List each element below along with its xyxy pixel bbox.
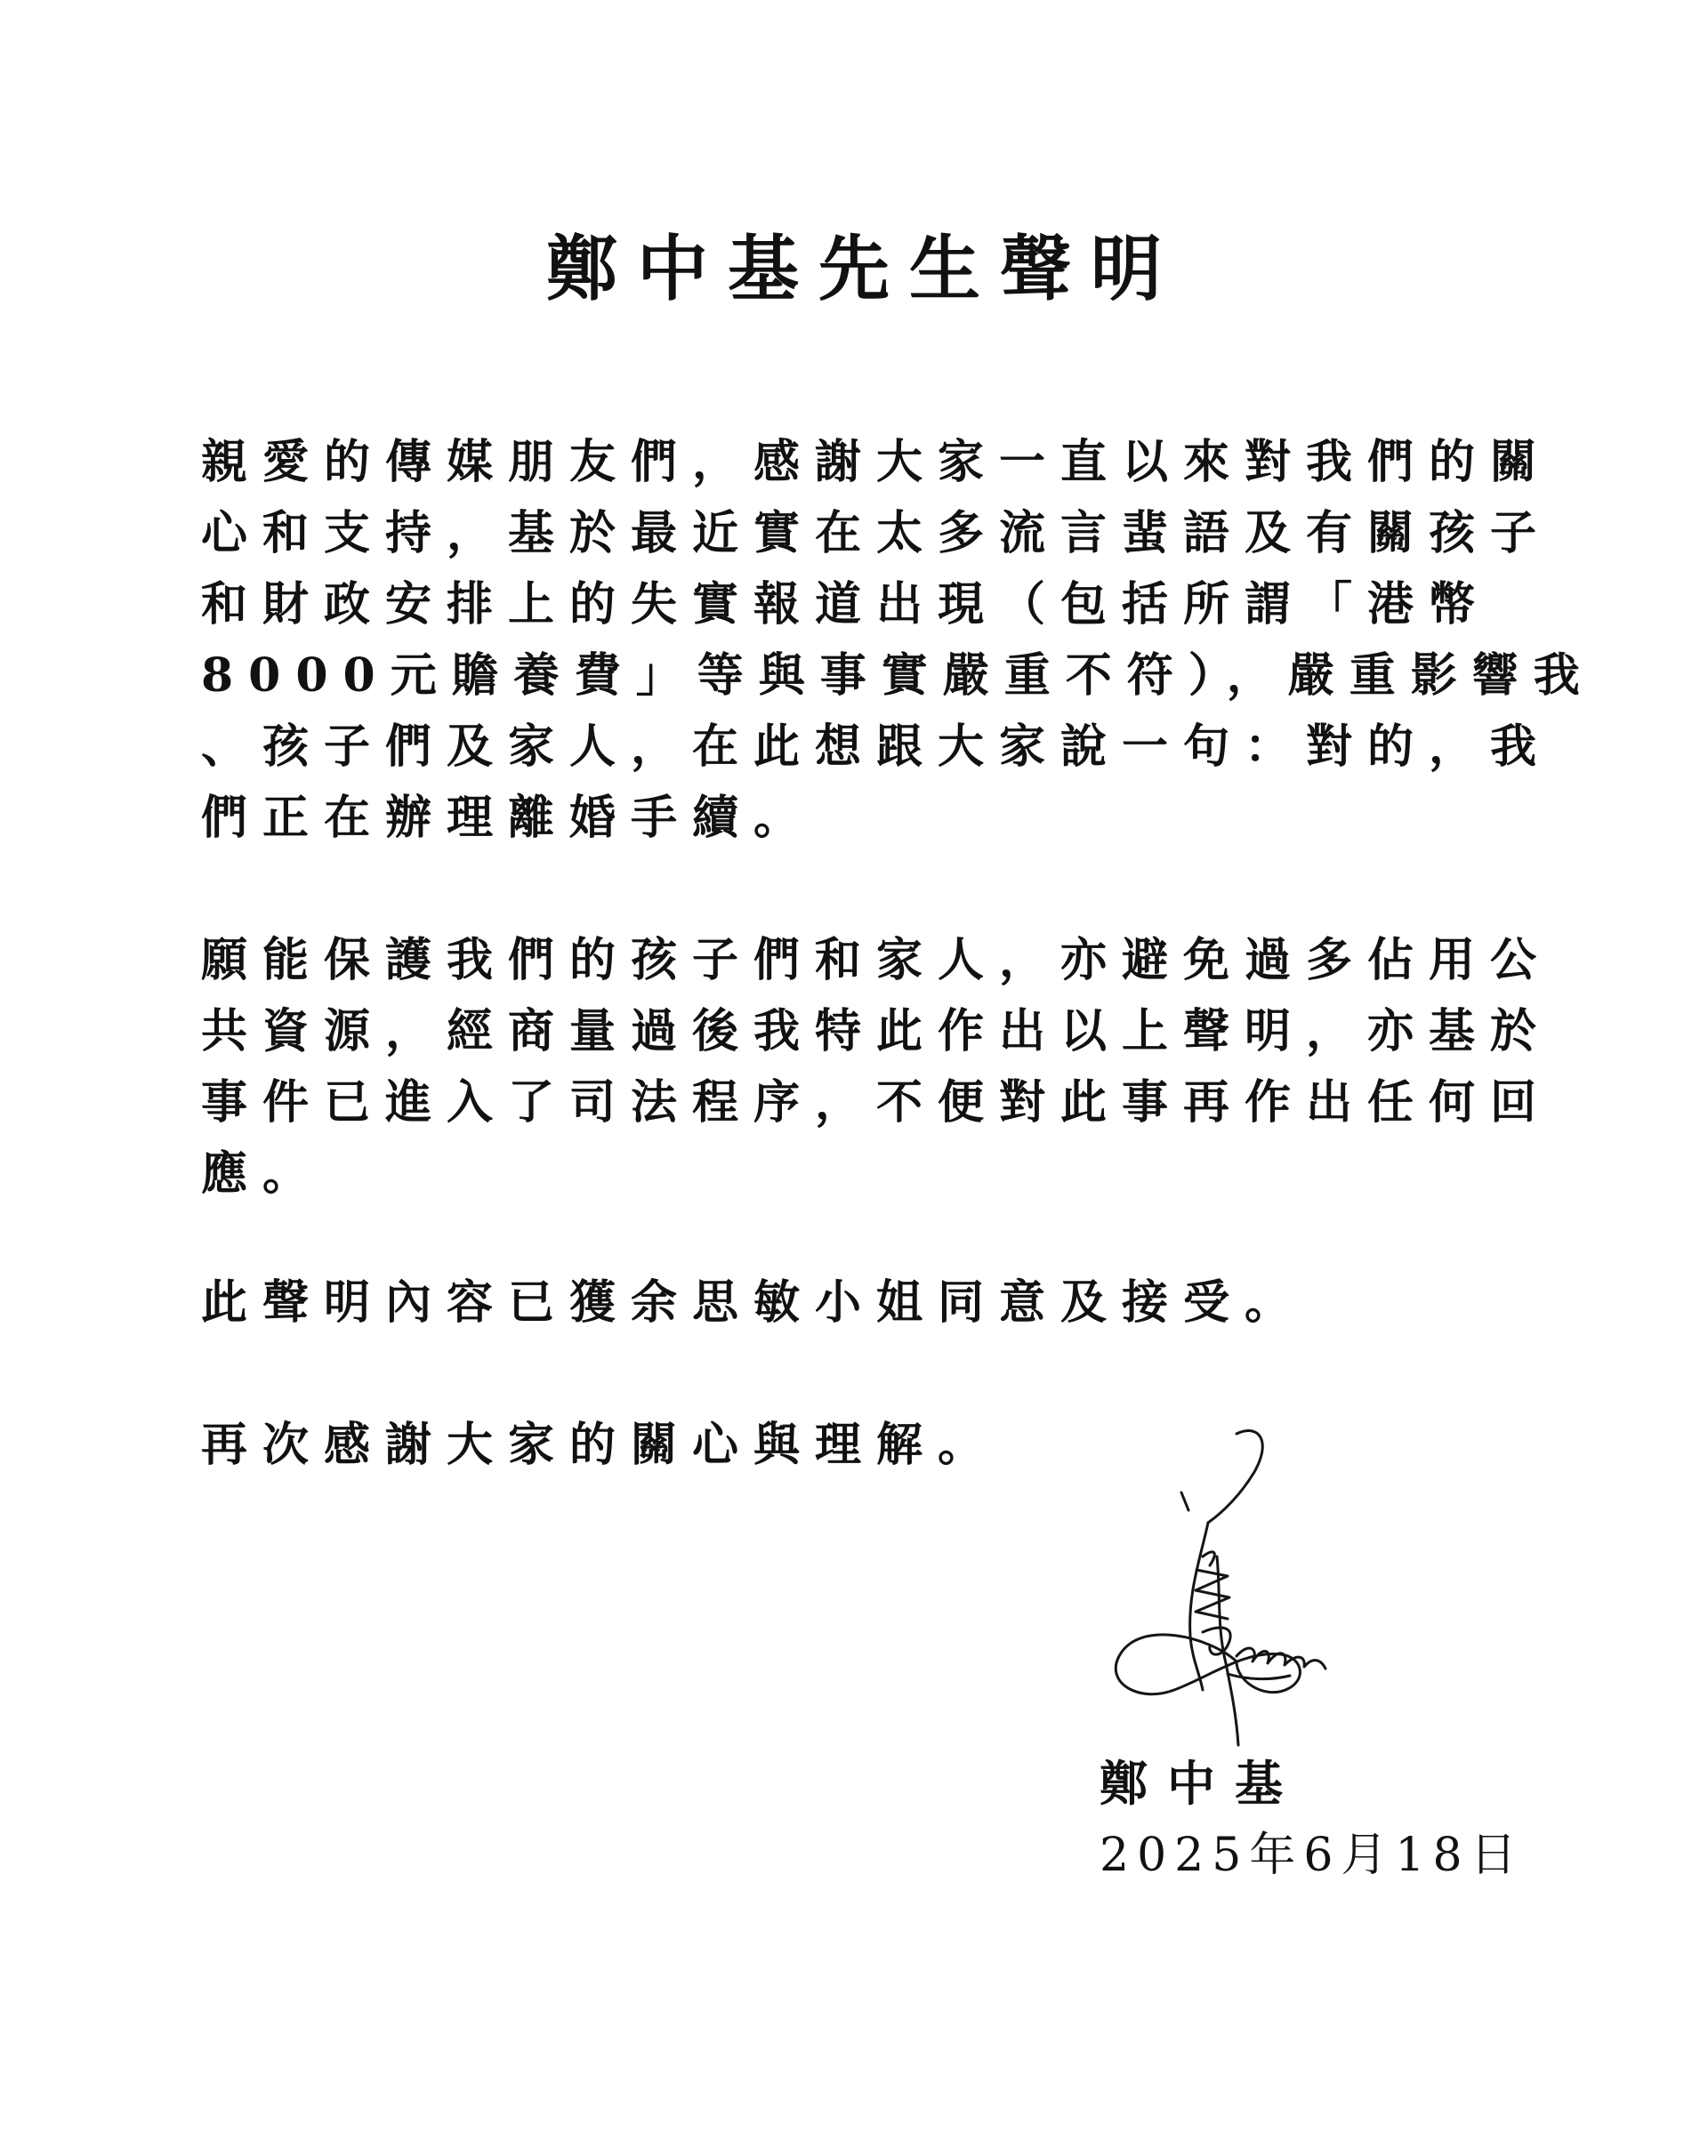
paragraph-line: 事件已進入了司法程序，不便對此事再作出任何回 — [201, 1075, 1552, 1130]
paragraph-2 — [201, 925, 1552, 1210]
paragraph-line: 此聲明內容已獲余思敏小姐同意及接受。 — [201, 1275, 1307, 1330]
paragraph-line: 願能保護我們的孩子們和家人，亦避免過多佔用公 — [201, 933, 1552, 987]
paragraph-line: 心和支持，基於最近實在太多流言蜚語及有關孩子 — [201, 506, 1552, 560]
paragraph-1 — [201, 427, 1595, 854]
handwritten-signature — [1103, 1423, 1334, 1752]
statement-title: 鄭中基先生聲明 — [546, 227, 1181, 310]
paragraph-line: 親愛的傳媒朋友們，感謝大家一直以來對我們的關 — [201, 435, 1552, 489]
paragraph-line: 8000元贍養費」等與事實嚴重不符），嚴重影響我 — [201, 648, 1595, 703]
paragraph-line: 、孩子們及家人，在此想跟大家說一句：對的，我 — [201, 720, 1552, 774]
paragraph-3 — [201, 1267, 1518, 1339]
signatory-name: 鄭中基 — [1100, 1755, 1302, 1812]
paragraph-line: 和財政安排上的失實報道出現（包括所謂「港幣 — [201, 577, 1491, 632]
paragraph-line: 共資源，經商量過後我特此作出以上聲明，亦基於 — [201, 1004, 1552, 1058]
paragraph-line: 們正在辦理離婚手續。 — [201, 791, 816, 845]
paragraph-line: 應。 — [201, 1146, 325, 1201]
statement-date: 2025年6月18日 — [1100, 1829, 1525, 1882]
paragraph-line: 再次感謝大家的關心與理解。 — [201, 1418, 1000, 1472]
